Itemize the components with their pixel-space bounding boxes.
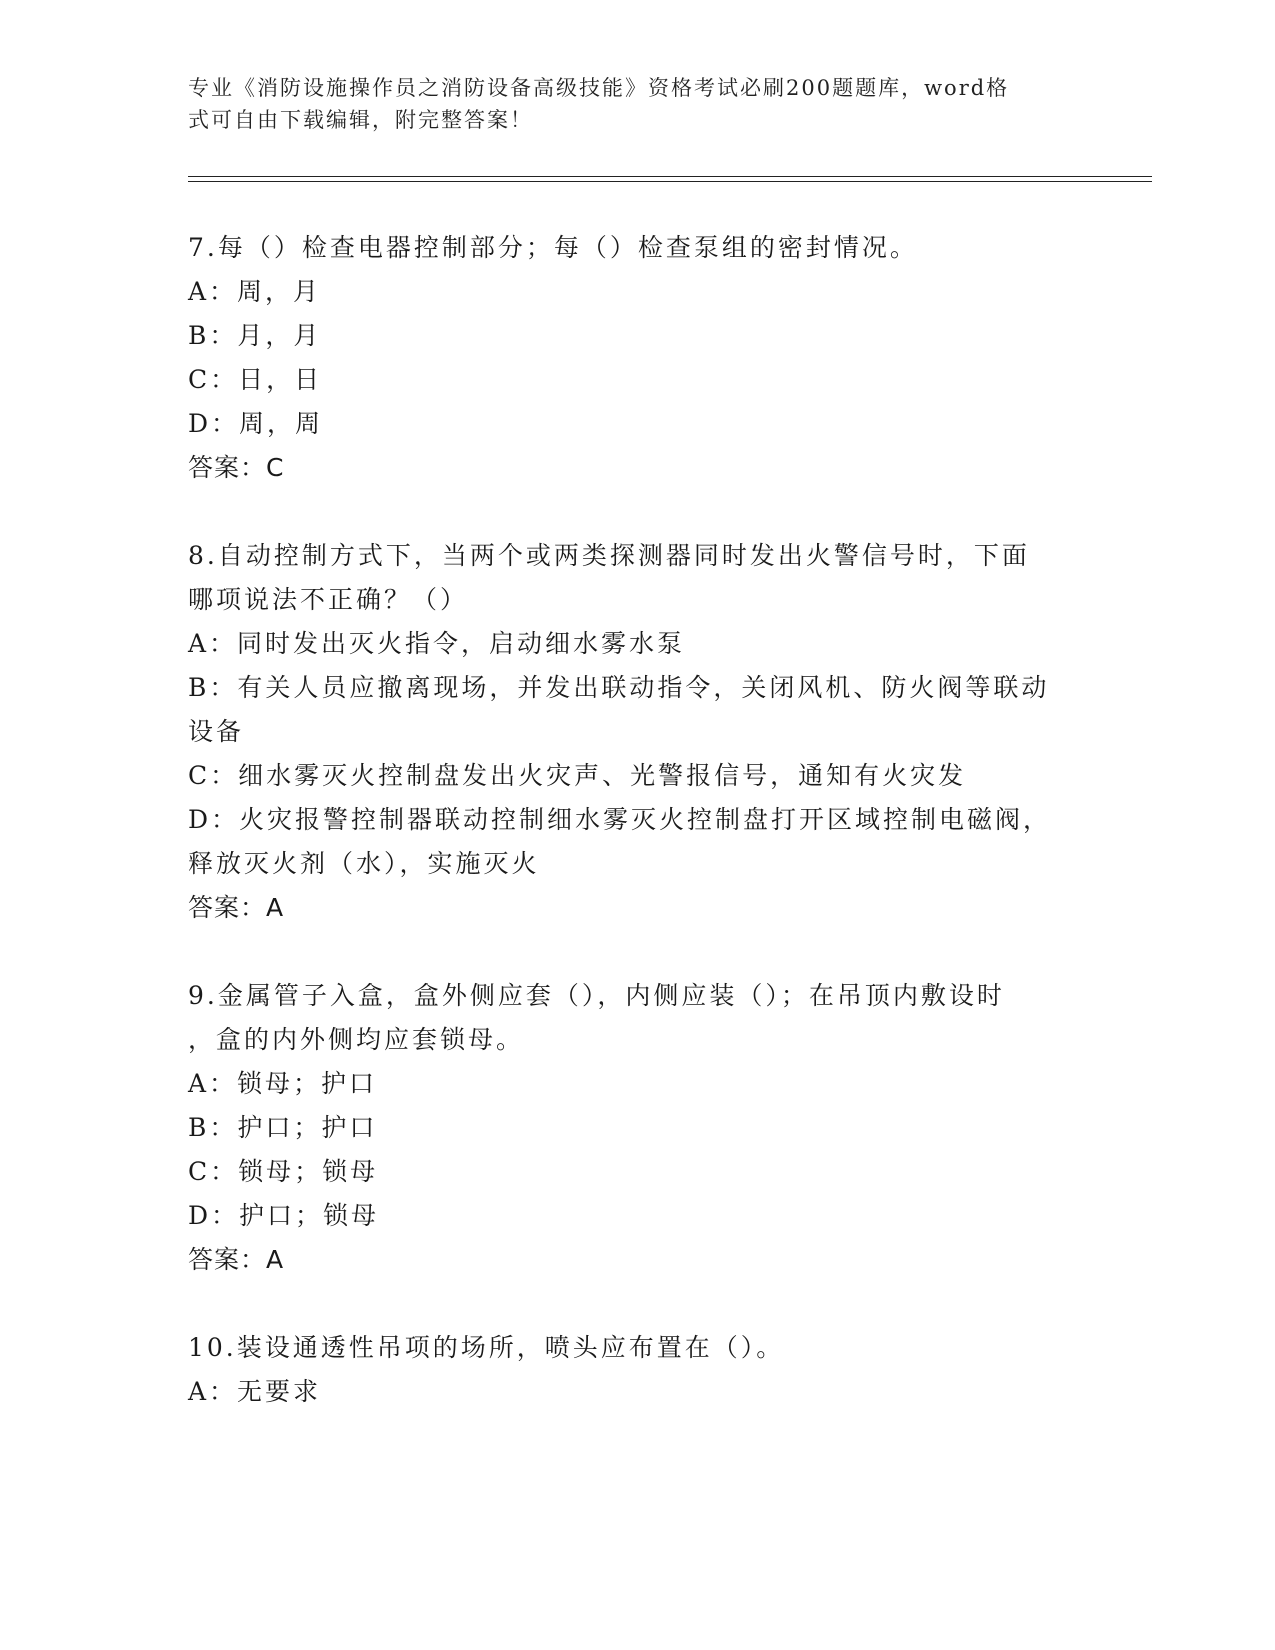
question-8-option-b-line-2: 设备 (188, 717, 245, 746)
question-9-option-c: C：锁母；锁母 (188, 1157, 379, 1186)
question-9-stem-line-2: ，盒的内外侧均应套锁母。 (188, 1025, 525, 1054)
question-8-option-b-line-1: B：有关人员应撤离现场，并发出联动指令，关闭风机、防火阀等联动 (188, 673, 1050, 702)
question-7-option-a: A：周，月 (188, 277, 322, 306)
question-7-stem-line-1: 7.每（）检查电器控制部分；每（）检查泵组的密封情况。 (188, 233, 918, 262)
question-9-stem-line-1: 9.金属管子入盒，盒外侧应套（），内侧应装（）；在吊顶内敷设时 (188, 981, 1005, 1010)
question-7-option-c: C：日，日 (188, 365, 323, 394)
question-8-option-a: A：同时发出灭火指令，启动细水雾水泵 (188, 629, 686, 658)
document-header (188, 72, 1088, 136)
header-line-1: 专业《消防设施操作员之消防设备高级技能》资格考试必刷200题题库，word格 (188, 76, 1010, 100)
question-9-option-d: D：护口；锁母 (188, 1201, 380, 1230)
header-divider-top (188, 176, 1152, 177)
question-10-option-a: A：无要求 (188, 1377, 322, 1406)
question-9-option-b: B：护口；护口 (188, 1113, 378, 1142)
header-divider-bottom (188, 181, 1152, 182)
question-7-option-b: B：月，月 (188, 321, 322, 350)
header-line-2: 式可自由下载编辑，附完整答案！ (188, 108, 533, 132)
question-8-answer: 答案：A (188, 893, 285, 922)
question-9-option-a: A：锁母；护口 (188, 1069, 378, 1098)
question-8-option-d-line-2: 释放灭火剂（水），实施灭火 (188, 849, 540, 878)
question-10-stem-line-1: 10.装设通透性吊项的场所，喷头应布置在（）。 (188, 1333, 785, 1362)
question-8-stem-line-1: 8.自动控制方式下，当两个或两类探测器同时发出火警信号时，下面 (188, 541, 1030, 570)
question-8-stem-line-2: 哪项说法不正确？（） (188, 585, 469, 614)
question-7-option-d: D：周，周 (188, 409, 324, 438)
question-7-answer: 答案：C (188, 453, 285, 482)
question-8-option-d-line-1: D：火灾报警控制器联动控制细水雾灭火控制盘打开区域控制电磁阀， (188, 805, 1052, 834)
question-8-option-c: C：细水雾灭火控制盘发出火灾声、光警报信号，通知有火灾发 (188, 761, 967, 790)
question-9-answer: 答案：A (188, 1245, 285, 1274)
